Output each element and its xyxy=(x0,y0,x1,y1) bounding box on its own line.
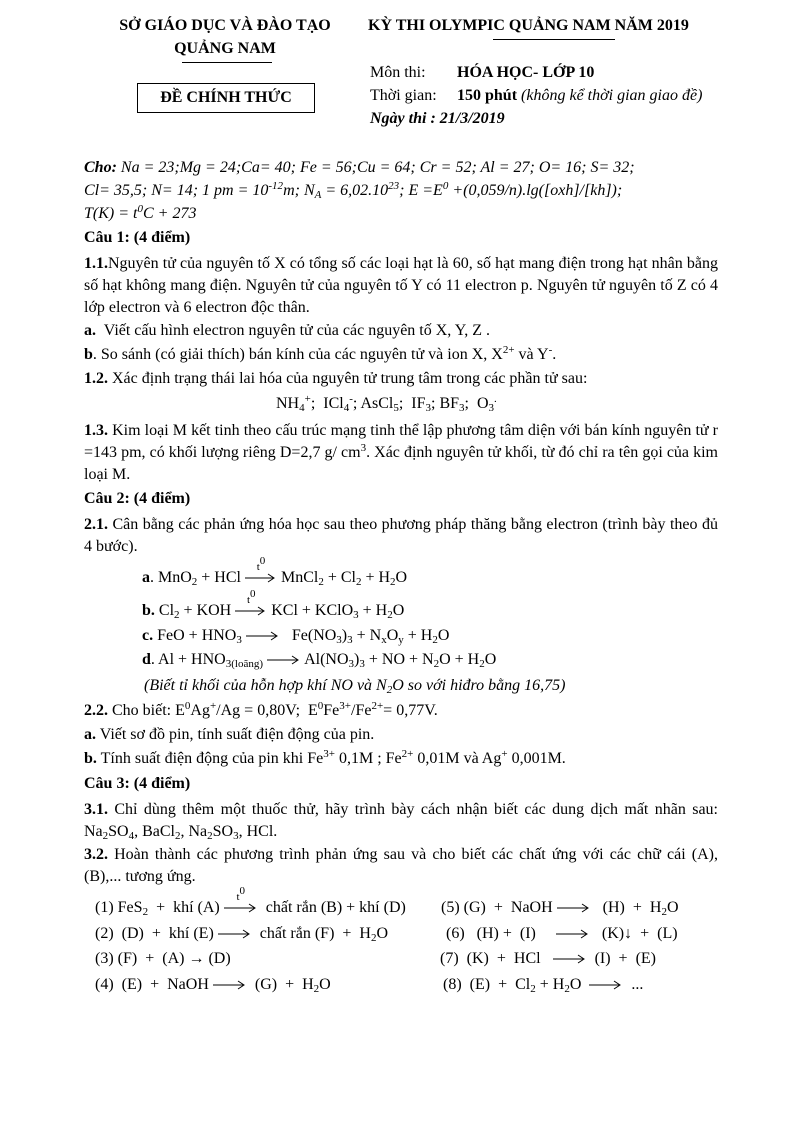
question-3-title: Câu 3: (4 điểm) xyxy=(84,775,191,792)
reaction-5: (5) (G) + NaOH $(H) + H_2O$ xyxy=(441,899,679,918)
heat-arrow: $t^0$ xyxy=(235,606,267,616)
reaction-3: (3) (F) + (A) → (D) xyxy=(95,950,231,967)
given-line-2: Cl= 35,5; N= 14; 1 pm = $10^{-12}m$; $N_A = 6,02.10^{23}$; $E =E^0 +(0,059/n).\lg([oxh]/[kh])$; xyxy=(84,180,623,201)
q3-2-paragraph: 3.2. Hoàn thành các phương trình phản ứng sau và cho biết các chất ứng với các chữ cái (A), (B),... tương ứng. xyxy=(84,846,718,885)
subject-value: HÓA HỌC- LỚP 10 xyxy=(457,64,595,81)
department-line-2: QUẢNG NAM xyxy=(174,40,276,57)
given-line-1 xyxy=(84,159,718,177)
reaction-6: (6) (H) + (I) (K)↓ + (L) xyxy=(446,925,678,942)
reaction-arrow xyxy=(556,929,590,939)
reaction-arrow xyxy=(589,980,623,990)
q2-1-paragraph: 2.1. Cân bằng các phản ứng hóa học sau theo phương pháp thăng bằng electron (trình bày theo đủ 4 bước). xyxy=(84,516,718,555)
q1-1-paragraph: 1.1.Nguyên tử của nguyên tố X có tổng số các loại hạt là 60, số hạt mang điện trong hạt nhân bằng số hạt không mang điện. Nguyên tử của nguyên tố Y có 11 electron p. Nguyên tử nguyên tố Z có 4 lớp electron và 6 electron độc thân. xyxy=(84,255,718,316)
department-underline xyxy=(182,62,272,63)
equation-a: a. MnO$_2$ + HCl $t^0$ MnCl$_2$ + $Cl_2 + H_2O$ xyxy=(142,555,408,588)
reaction-8: (8) $(E) + Cl_2 + H_2O$ ... xyxy=(443,976,644,995)
equation-d-note: (Biết tỉ khối của hỗn hợp khí NO và $N_2O$ so với hiđro bằng 16,75) xyxy=(144,677,566,696)
department-line-1: SỞ GIÁO DỤC VÀ ĐÀO TẠO xyxy=(119,17,331,34)
reaction-arrow xyxy=(213,980,247,990)
time-value: 150 phút xyxy=(457,87,518,104)
question-2-title: Câu 2: (4 điểm) xyxy=(84,490,191,507)
q1-3-paragraph: 1.3. Kim loại M kết tinh theo cấu trúc mạng tinh thể lập phương tâm diện với bán kính nguyên tử r =143 pm, có khối lượng riêng D=2,7 g/ $cm^3$. Xác định nguyên tử khối, từ đó chỉ ra tên gọi của kim loại M. xyxy=(84,422,719,483)
exam-title-underline xyxy=(493,39,615,40)
subject-label: Môn thi: xyxy=(370,64,426,81)
exam-date: Ngày thi : 21/3/2019 xyxy=(370,110,505,127)
time-label: Thời gian: xyxy=(370,87,437,104)
given-atomic-masses: Na = 23;Mg = 24;Ca= 40; Fe = 56;Cu = 64; Cr = 52; Al = 27; O= 16; S= 32; xyxy=(120,159,635,176)
reaction-4: (4) (E) + NaOH $(G) + H_2O$ xyxy=(95,976,331,995)
official-exam-box: ĐỀ CHÍNH THỨC xyxy=(137,83,315,113)
heat-arrow: $t^0$ xyxy=(224,903,258,913)
given-label: Cho: xyxy=(84,159,117,176)
q3-1-paragraph: 3.1. Chỉ dùng thêm một thuốc thử, hãy trình bày cách nhận biết các dung dịch mất nhãn sau: $Na_2SO_4$, BaCl$_2$, $Na_2SO_3$, HCl. xyxy=(84,801,718,842)
heat-arrow: $t^0$ xyxy=(245,573,277,583)
time-line xyxy=(457,87,702,105)
q1-1-part-a: a. Viết cấu hình electron nguyên tử của các nguyên tố X, Y, Z . xyxy=(84,322,490,339)
time-note: (không kể thời gian giao đề) xyxy=(521,87,703,104)
reaction-2: (2) (D) + khí (E) chất rắn $(F) + H_2O$ xyxy=(95,925,389,944)
q2-2-part-b: b. Tính suất điện động của pin khi $Fe^{3+}$ 0,1M ; $Fe^{2+}$ 0,01M và Ag+ 0,001M. xyxy=(84,748,566,767)
question-1-title: Câu 1: (4 điểm) xyxy=(84,229,191,246)
reaction-arrow xyxy=(557,903,591,913)
reaction-arrow xyxy=(553,954,587,964)
q2-2-part-a: a. Viết sơ đồ pin, tính suất điện động của pin. xyxy=(84,726,375,743)
given-line-3: $T(K) = t^0C + 273$ xyxy=(84,203,197,222)
q1-2-species-list: $NH_4^+$; ICl$_4$-; AsCl$_5$; $IF_3$; $BF_3$; $O_3^.$ xyxy=(276,393,497,414)
q2-2-paragraph: 2.2. Cho biết: $E^0Ag^+/Ag = 0,80V$; $E^0Fe^{3+}/Fe^{2+}= 0,77V$. xyxy=(84,700,438,719)
equation-b: b. $Cl_2$ + KOH $t^0$ KCl + KClO$_3$ + $H_2O$ xyxy=(142,588,405,621)
equation-d: d. $Al + HNO_{3(loãng)}$ $Al(NO_3)_3$ + NO + $N_2O + H_2O$ xyxy=(142,651,497,670)
q1-2-paragraph: 1.2. Xác định trạng thái lai hóa của nguyên tử trung tâm trong các phần tử sau: xyxy=(84,370,588,387)
exam-title: KỲ THI OLYMPIC QUẢNG NAM NĂM 2019 xyxy=(368,17,689,34)
reaction-arrow xyxy=(218,929,252,939)
equation-c: c. FeO + $HNO_3$ $Fe(NO_3)_3 + N_xO_y + H_2O$ xyxy=(142,627,450,646)
reaction-7: (7) (K) + HCl (I) + (E) xyxy=(440,950,656,967)
q1-1-part-b: b. So sánh (có giải thích) bán kính của các nguyên tử và ion X, $X^{2+}$ và Y-. xyxy=(84,344,557,363)
reaction-arrow xyxy=(246,631,280,641)
reaction-arrow xyxy=(267,655,301,665)
reaction-1: (1) FeS$_2$ + khí (A) $t^0$ chất rắn (B) + khí (D) xyxy=(95,885,406,918)
